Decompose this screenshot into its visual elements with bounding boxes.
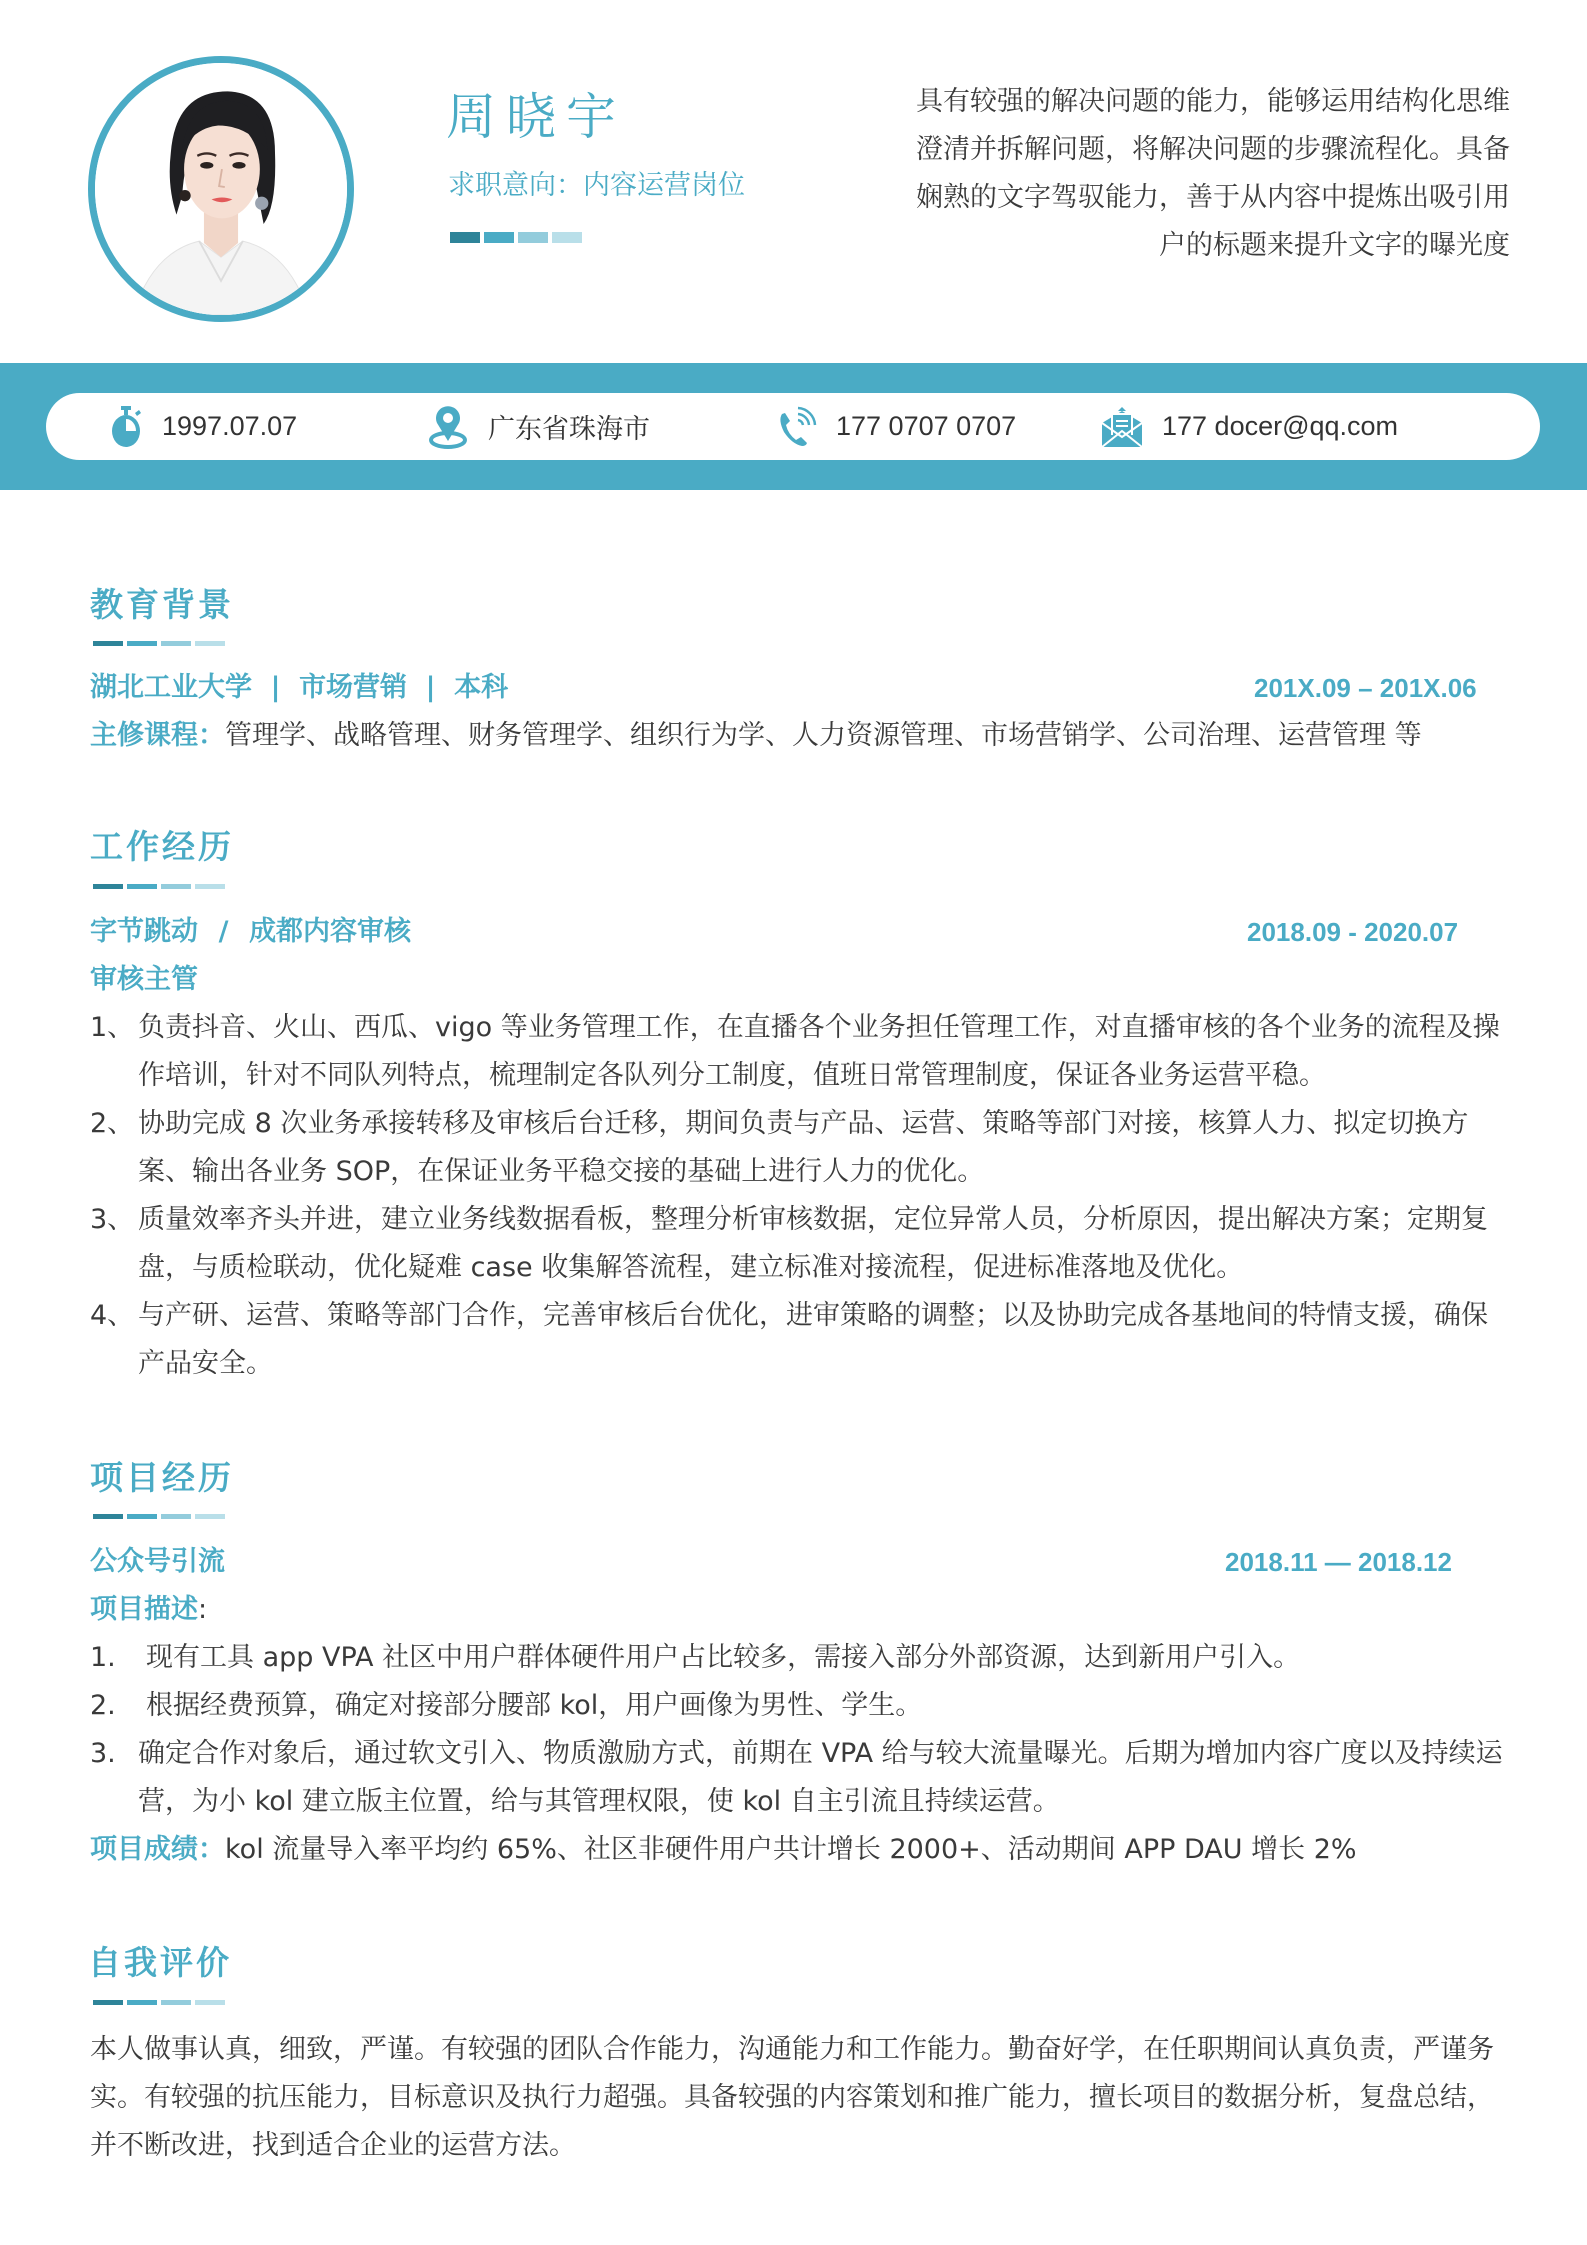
section-divider [93, 1514, 225, 1519]
header-color-bars [450, 232, 582, 243]
role-title: 审核主管 [90, 964, 198, 995]
project-result [90, 1826, 1510, 1874]
contact-bar [46, 393, 1540, 460]
location-pin-icon [426, 405, 470, 449]
degree: 本科 [454, 672, 509, 703]
item-number: 1. [90, 1642, 116, 1673]
item-text: 质量效率齐头并进，建立业务线数据看板，整理分析审核数据，定位异常人员，分析原因，提出解决方案；定期复盘，与质检联动，优化疑难 case 收集解答流程，建立标准对接流程，促进标准落地及优化。 [138, 1204, 1488, 1283]
courses-value: 管理学、战略管理、财务管理学、组织行为学、人力资源管理、市场营销学、公司治理、运营管理 等 [225, 720, 1422, 751]
contact-birthday [108, 393, 297, 460]
work-item [90, 1196, 1510, 1292]
item-number: 4、 [90, 1300, 135, 1331]
contact-location [426, 393, 650, 460]
item-number: 3、 [90, 1204, 135, 1235]
job-intent: 求职意向：内容运营岗位 [448, 170, 745, 201]
separator: | [270, 672, 281, 703]
mail-icon [1100, 405, 1144, 449]
section-divider [93, 641, 225, 646]
separator: | [425, 672, 436, 703]
summary-line: 澄清并拆解问题，将解决问题的步骤流程化。具备 [916, 134, 1510, 165]
project-date: 2018.11 — 2018.12 [1225, 1547, 1452, 1577]
item-text: 协助完成 8 次业务承接转移及审核后台迁移，期间负责与产品、运营、策略等部门对接，核算人力、拟定切换方案、输出各业务 SOP，在保证业务平稳交接的基础上进行人力的优化。 [138, 1108, 1469, 1187]
portrait-image [95, 63, 347, 315]
work-item [90, 1292, 1510, 1388]
project-desc-label [90, 1586, 1510, 1634]
department: 成都内容审核 [249, 916, 412, 947]
item-number: 2. [90, 1690, 116, 1721]
school-name: 湖北工业大学 [90, 672, 252, 703]
education-date: 201X.09 – 201X.06 [1254, 673, 1477, 703]
email-value[interactable]: 177 docer@qq.com [1162, 411, 1399, 441]
item-text: 与产研、运营、策略等部门合作，完善审核后台优化，进审策略的调整；以及协助完成各基地间的特情支援，确保产品安全。 [138, 1300, 1488, 1379]
project-item [90, 1682, 1510, 1730]
separator: / [218, 916, 229, 947]
project-name: 公众号引流 [90, 1546, 225, 1577]
section-divider [93, 884, 225, 889]
work-item [90, 1100, 1510, 1196]
phone-icon [776, 406, 818, 448]
courses-label: 主修课程： [90, 720, 225, 751]
result-label: 项目成绩： [90, 1834, 225, 1865]
stopwatch-icon [108, 406, 144, 448]
section-title-project: 项目经历 [90, 1458, 234, 1497]
candidate-name: 周晓宇 [446, 88, 626, 146]
item-number: 3. [90, 1738, 116, 1769]
major: 市场营销 [299, 672, 408, 703]
profile-summary [868, 78, 1510, 270]
work-item [90, 1004, 1510, 1100]
work-role [90, 956, 1510, 1004]
result-value: kol 流量导入率平均约 65%、社区非硬件用户共计增长 2000+、活动期间 APP DAU 增长 2% [225, 1834, 1357, 1865]
birthday-value: 1997.07.07 [162, 411, 298, 441]
company-name: 字节跳动 [90, 916, 198, 947]
project-item [90, 1634, 1510, 1682]
education-courses [90, 712, 1510, 760]
self-eval-text: 本人做事认真，细致，严谨。有较强的团队合作能力，沟通能力和工作能力。勤奋好学，在任职期间认真负责，严谨务实。有较强的抗压能力，目标意识及执行力超强。具备较强的内容策划和推广能力，擅长项目的数据分析，复盘总结，并不断改进，找到适合企业的运营方法。 [90, 2034, 1494, 2161]
project-item [90, 1730, 1510, 1826]
work-date: 2018.09 - 2020.07 [1247, 917, 1459, 947]
summary-line: 娴熟的文字驾驭能力，善于从内容中提炼出吸引用 [916, 182, 1510, 213]
contact-phone [776, 393, 1016, 460]
item-text: 确定合作对象后，通过软文引入、物质激励方式，前期在 VPA 给与较大流量曝光。后期为增加内容广度以及持续运营，为小 kol 建立版主位置，给与其管理权限，使 kol 自主引流且持续运营。 [138, 1738, 1503, 1817]
section-title-education: 教育背景 [90, 585, 234, 624]
location-value: 广东省珠海市 [488, 414, 650, 444]
item-number: 2、 [90, 1108, 135, 1139]
item-text: 负责抖音、火山、西瓜、vigo 等业务管理工作，在直播各个业务担任管理工作，对直播审核的各个业务的流程及操作培训，针对不同队列特点，梳理制定各队列分工制度，值班日常管理制度，保证各业务运营平稳。 [138, 1012, 1500, 1091]
section-divider [93, 2000, 225, 2005]
contact-email [1100, 393, 1398, 460]
section-title-self-eval: 自我评价 [88, 1943, 232, 1982]
summary-line: 户的标题来提升文字的曝光度 [1159, 230, 1510, 261]
item-text: 现有工具 app VPA 社区中用户群体硬件用户占比较多，需接入部分外部资源，达到新用户引入。 [146, 1642, 1301, 1673]
desc-colon: : [198, 1594, 208, 1625]
phone-value[interactable]: 177 0707 0707 [836, 411, 1017, 441]
item-text: 根据经费预算，确定对接部分腰部 kol，用户画像为男性、学生。 [146, 1690, 923, 1721]
desc-label: 项目描述 [90, 1594, 198, 1625]
item-number: 1、 [90, 1012, 135, 1043]
section-title-work: 工作经历 [90, 827, 234, 866]
profile-photo [88, 56, 354, 322]
summary-line: 具有较强的解决问题的能力，能够运用结构化思维 [916, 86, 1510, 117]
